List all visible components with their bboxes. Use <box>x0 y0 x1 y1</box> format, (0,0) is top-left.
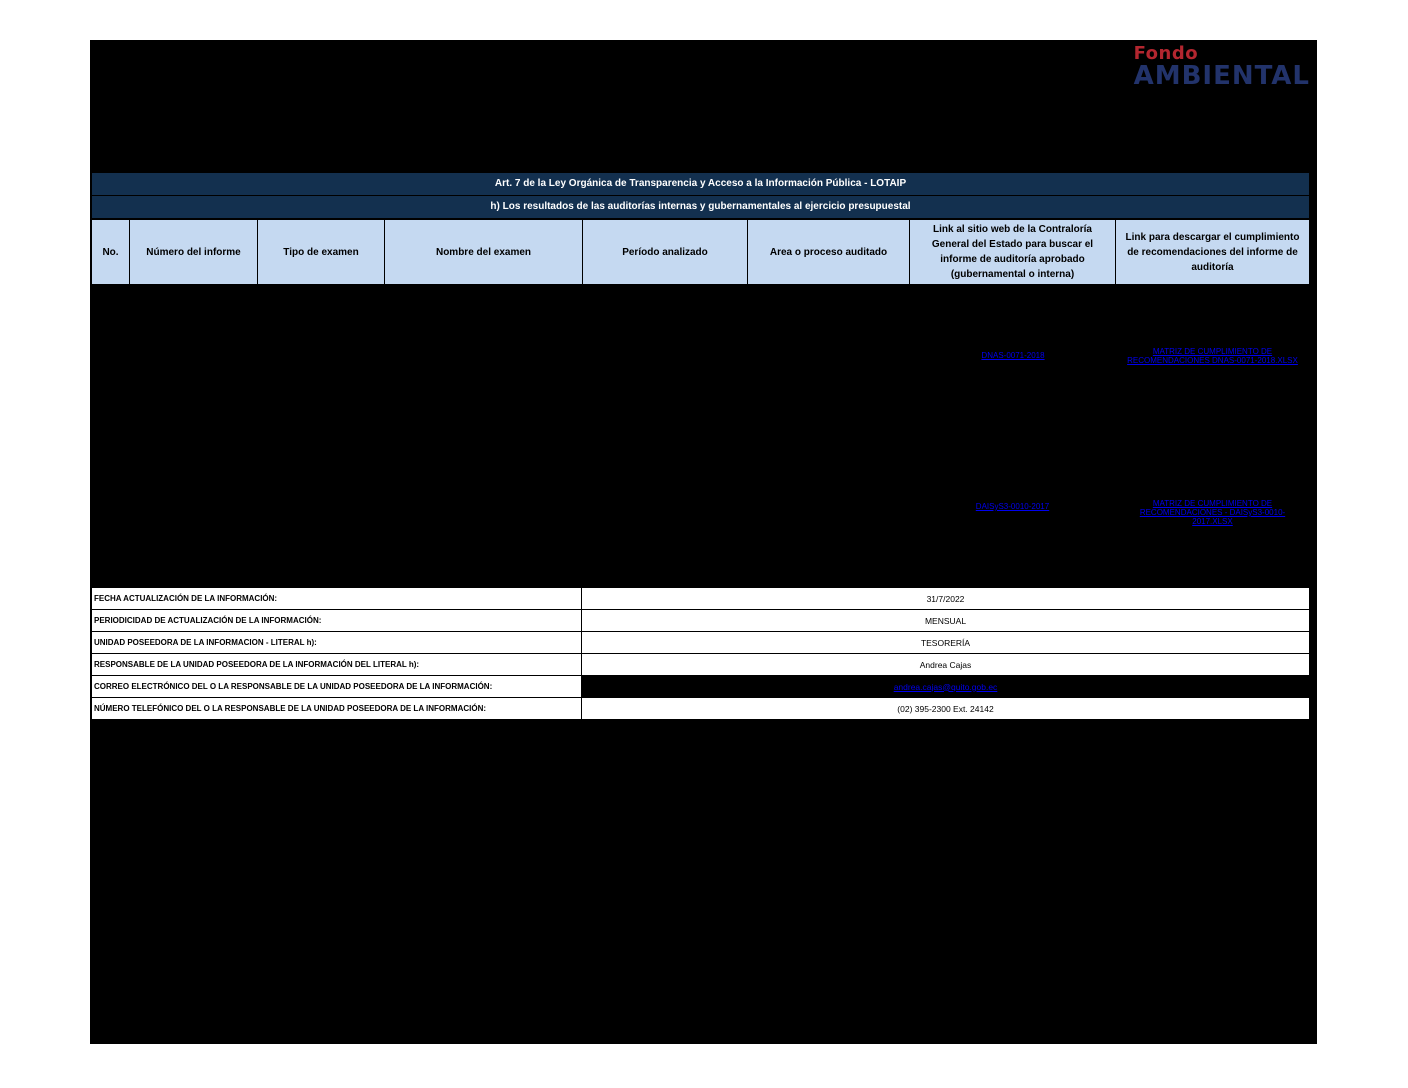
header-area: Area o proceso auditado <box>748 220 910 284</box>
fondo-ambiental-logo <box>1134 45 1310 89</box>
title-bar: Art. 7 de la Ley Orgánica de Transparencia y Acceso a la Información Pública - LOTAIP <box>92 173 1309 195</box>
header-no: No. <box>92 220 130 284</box>
logo-line1: Fondo <box>1133 43 1199 64</box>
document-sheet <box>90 40 1317 1044</box>
info-row <box>92 654 1309 676</box>
info-label: NÚMERO TELEFÓNICO DEL O LA RESPONSABLE DE LA UNIDAD POSEEDORA DE LA INFORMACIÓN: <box>92 698 582 719</box>
email-link[interactable]: andrea.cajas@quito.gob.ec <box>893 681 998 692</box>
info-row <box>92 588 1309 610</box>
table-header <box>92 220 1309 284</box>
info-value <box>582 676 1309 697</box>
info-row <box>92 610 1309 632</box>
info-label: FECHA ACTUALIZACIÓN DE LA INFORMACIÓN: <box>92 588 582 609</box>
info-value: Andrea Cajas <box>582 654 1309 675</box>
link-informe-row2[interactable]: DAISyS3-0010-2017 <box>975 502 1050 511</box>
info-value: MENSUAL <box>582 610 1309 631</box>
info-value: (02) 395-2300 Ext. 24142 <box>582 698 1309 719</box>
logo-line2: AMBIENTAL <box>1133 61 1310 91</box>
info-value: TESORERÍA <box>582 632 1309 653</box>
info-label: CORREO ELECTRÓNICO DEL O LA RESPONSABLE DE LA UNIDAD POSEEDORA DE LA INFORMACIÓN: <box>92 676 582 697</box>
info-row <box>92 698 1309 720</box>
info-label: RESPONSABLE DE LA UNIDAD POSEEDORA DE LA INFORMACIÓN DEL LITERAL h): <box>92 654 582 675</box>
link-informe-row1[interactable]: DNAS-0071-2018 <box>981 351 1045 360</box>
link-cumplimiento-row1[interactable]: MATRIZ DE CUMPLIMIENTO DE RECOMENDACIONES DNAS-0071-2018.XLSX <box>1127 347 1298 365</box>
info-value: 31/7/2022 <box>582 588 1309 609</box>
info-row <box>92 676 1309 698</box>
header-tipo-examen: Tipo de examen <box>258 220 385 284</box>
header-link-contraloria: Link al sitio web de la Contraloría General del Estado para buscar el informe de auditoría aprobado (gubernamental o interna) <box>910 220 1116 284</box>
info-table <box>92 588 1309 720</box>
header-periodo: Período analizado <box>583 220 748 284</box>
subtitle-bar: h) Los resultados de las auditorías internas y gubernamentales al ejercicio presupuestal <box>92 196 1309 218</box>
link-cumplimiento-row2[interactable]: MATRIZ DE CUMPLIMIENTO DE RECOMENDACIONES - DAISyS3-0010-2017.XLSX <box>1139 499 1286 526</box>
header-numero-informe: Número del informe <box>130 220 258 284</box>
info-row <box>92 632 1309 654</box>
header-nombre-examen: Nombre del examen <box>385 220 583 284</box>
info-label: PERIODICIDAD DE ACTUALIZACIÓN DE LA INFORMACIÓN: <box>92 610 582 631</box>
info-label: UNIDAD POSEEDORA DE LA INFORMACION - LITERAL h): <box>92 632 582 653</box>
header-link-cumplimiento: Link para descargar el cumplimiento de recomendaciones del informe de auditoría <box>1116 220 1309 284</box>
